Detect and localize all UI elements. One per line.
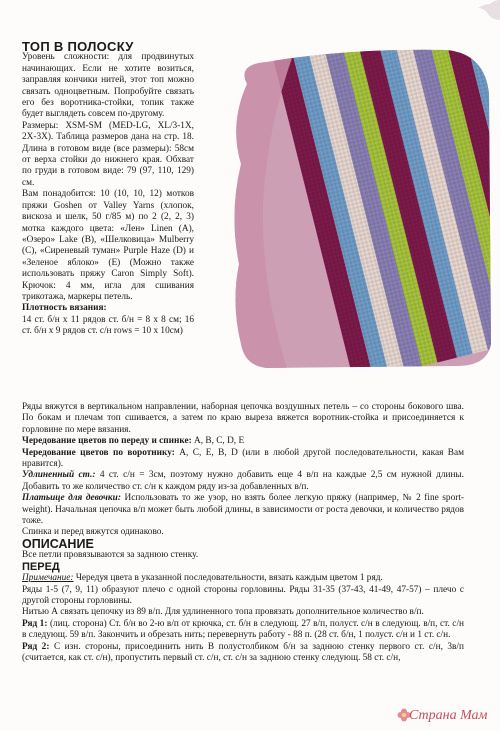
section-description-heading: ОПИСАНИЕ bbox=[22, 536, 94, 551]
striped-top-photo bbox=[227, 44, 491, 369]
strana-mam-logo bbox=[397, 702, 497, 728]
body-text bbox=[22, 402, 464, 664]
materials-text: Вам понадобится: 10 (10, 10, 12) мотков пряжи Goshen от Valley Yarns (хлопок, вискоза и шелк, 50 г/85 м) по 2 (2, 2, 3) мотка каждого цвета: «Лен» Linen (A), «Озеро» Lake (B), «Шелковица» Mulberry (C), «Сиреневый туман» Purple Haze (D) и «Зеленое яблоко» (E) (Можно также использовать пряжу Caron Simply Soft). Крючок: 4 мм, игла для сшивания трикотажа, маркеры петель. bbox=[22, 189, 194, 302]
back-front-note: Спинка и перед вяжутся одинаково. bbox=[22, 527, 164, 538]
sizes-text: Размеры: XSM-SM (MED-LG, XL/3-1X, 2X-3X). Таблица размеров дана на стр. 18. Длина в готовом виде (все размеры): 58см от верха стойки до нижнего края. Обхват по груди в готовом виде: 79 (97, 110, 129) см. bbox=[22, 120, 194, 188]
ornamental-corner-icon bbox=[464, 0, 500, 36]
color-sequence-body: Чередование цветов по переду и спинке: A, B, C, D, E bbox=[22, 436, 245, 447]
gauge-heading: Плотность вязания: bbox=[22, 303, 107, 314]
long-stitch-note: Удлиненный ст.: 4 ст. с/н = 3см, поэтому нужно добавить еще 4 в/п на каждые 2,5 см нужной длины. Добавить то же количество ст. с/н к каждом ряду из-за добавленных в/п. bbox=[22, 470, 464, 492]
construction-text: Ряды вяжутся в вертикальном направлении, наборная цепочка воздушных петель – со стороны бокового шва. По бокам и плечам топ сшивается, а затем по краю выреза вяжется воротник-стойка и присоединяется к горловине по мере вязания. bbox=[22, 402, 464, 435]
back-loop-note: Все петли провязываются за заднюю стенку. bbox=[22, 550, 199, 561]
girls-dress-note: Платьице для девочки: Использовать то же узор, но взять более легкую пряжу (например, № 2 fine sport-weight). Начальная цепочка в/п может быть любой длины, в зависимости от роста девочки, и количество рядов тоже. bbox=[22, 493, 464, 527]
gauge-text: 14 ст. б/н х 11 рядов ст. б/н = 8 х 8 см; 16 ст. б/н х 9 рядов ст. с/н rows = 10 х 10см) bbox=[22, 314, 194, 337]
intro-column bbox=[22, 41, 194, 338]
row-2-text: Ряд 2: С изн. стороны, присоединить нить В полустолбиком б/н за заднюю стенку первого ст. с/н, 3в/п (считается, как ст. с/н), пропустить первый ст. с/н, ст. с/н за заднюю стенку следующ. 58 ст. с/н, bbox=[22, 641, 464, 663]
color-sequence-collar: Чередование цветов по воротнику: A, C, E, B, D (или в любой другой последовательности, какая Вам нравится). bbox=[22, 447, 464, 470]
skill-level-text: Уровень сложности: для продвинутых начинающих. Если не хотите возиться, заправляя кончики нитей, этот топ можно связать одноцветным. Попробуйте связать его без воротника-стойки, топик также будет выглядеть совсем по-другому. bbox=[22, 52, 194, 120]
note-text: Примечание: Чередуя цвета в указанной последовательности, вязать каждым цветом 1 ряд. bbox=[22, 573, 383, 584]
chain-text: Нитью А связать цепочку из 89 в/п. Для удлиненного топа провязать дополнительное количество в/п. bbox=[22, 607, 424, 618]
page-title: ТОП В ПОЛОСКУ bbox=[22, 39, 134, 54]
rows-shoulder-text: Ряды 1-5 (7, 9, 11) образуют плечо с одной стороны горловины. Ряды 31-35 (37-43, 41-49, 47-57) – плечо с другой стороны горловины. bbox=[22, 584, 464, 606]
logo-text: Страна Мам bbox=[409, 708, 488, 723]
row-1-text: Ряд 1: (лиц. сторона) Ст. б/н во 2-ю в/п от крючка, ст. б/н в следующ. 27 в/п, полуст. с/н в следующ. в/п, ст. с/н в следующ. 59 в/п. Закончить и обрезать нить; перевернуть работу - 88 п. (28 ст. б/н, 1 полуст. с/н и 1 ст. с/н. bbox=[22, 618, 464, 641]
section-front-heading: ПЕРЕД bbox=[22, 560, 60, 573]
